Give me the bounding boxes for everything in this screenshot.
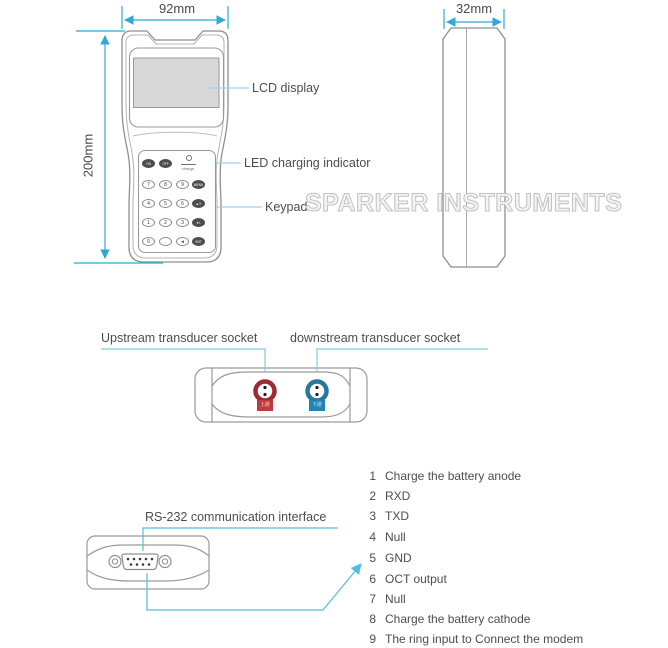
keypad-button-5: 5	[159, 199, 172, 208]
keypad-button-dot: .	[159, 237, 172, 246]
pin-description: Null	[385, 530, 406, 544]
downstream-socket-label: downstream transducer socket	[290, 331, 461, 345]
db9-connector	[109, 554, 171, 570]
charging-led-icon	[186, 155, 192, 161]
pin-number: 1	[369, 469, 376, 483]
rs232-interface-label: RS-232 communication interface	[145, 510, 327, 524]
pin-number: 6	[369, 572, 376, 586]
keypad-button-off: OFF	[159, 159, 172, 168]
pinout-row-6	[362, 572, 447, 586]
keypad-button-9: 9	[176, 180, 189, 189]
downstream-socket-tag: 下游	[309, 400, 325, 411]
led-charging-indicator-label: LED charging indicator	[244, 156, 371, 170]
keypad-button-1: 1	[142, 218, 155, 227]
pinout-row-3	[362, 509, 409, 523]
upstream-socket-label: Upstream transducer socket	[101, 331, 258, 345]
pinout-row-7	[362, 592, 406, 606]
pinout-row-5	[362, 551, 412, 565]
pin-number: 2	[369, 489, 376, 503]
keypad-button-down-minus: ▼/-	[192, 218, 205, 227]
charging-led-underline	[181, 164, 196, 165]
pin-description: OCT output	[385, 572, 447, 586]
bottom-view-outline	[87, 536, 209, 589]
front-height-dimension: 200mm	[80, 133, 96, 178]
upstream-socket-tag: 上游	[257, 400, 273, 411]
rs232-label-leader	[143, 528, 338, 551]
pin-number: 3	[369, 509, 376, 523]
keypad-button-on: ON	[142, 159, 155, 168]
rs232-leaders	[143, 528, 361, 610]
keypad-button-2: 2	[159, 218, 172, 227]
keypad-label: Keypad	[265, 200, 308, 214]
db9-screw-left	[109, 556, 121, 568]
keypad-button-7: 7	[142, 180, 155, 189]
keypad-button-4: 4	[142, 199, 155, 208]
keypad-button-8: 8	[159, 180, 172, 189]
top-view-outline	[195, 368, 367, 422]
pinout-row-2	[362, 489, 410, 503]
pin-description: TXD	[385, 509, 409, 523]
pin-number: 8	[369, 612, 376, 626]
pin-description: Charge the battery cathode	[385, 612, 531, 626]
pinout-row-1	[362, 469, 521, 483]
keypad-button-up-plus: ▲/+	[192, 199, 205, 208]
charging-led-caption: charge	[181, 166, 195, 171]
pin-description: Null	[385, 592, 406, 606]
pin-number: 9	[369, 632, 376, 646]
keypad-button-ent: ENT	[192, 237, 205, 246]
watermark-text: SPARKER INSTRUMENTS	[305, 189, 623, 217]
keypad-button-menu: MENU	[192, 180, 205, 189]
pinout-pointer-arrow	[147, 564, 361, 610]
pin-number: 5	[369, 551, 376, 565]
keypad-button-6: 6	[176, 199, 189, 208]
front-width-dimension: 92mm	[158, 1, 196, 16]
pinout-row-9	[362, 632, 583, 646]
keypad-button-0: 0	[142, 237, 155, 246]
db9-screw-right	[159, 556, 171, 568]
keypad-button-backspace: ◄	[176, 237, 189, 246]
pin-description: RXD	[385, 489, 411, 503]
pin-number: 4	[369, 530, 376, 544]
db9-pins	[127, 558, 154, 566]
pin-description: Charge the battery anode	[385, 469, 522, 483]
pin-description: The ring input to Connect the modem	[385, 632, 584, 646]
downstream-socket	[308, 382, 327, 401]
side-view-outline	[443, 28, 505, 267]
lcd-display-label: LCD display	[252, 81, 320, 95]
pinout-row-4	[362, 530, 406, 544]
side-depth-dimension: 32mm	[455, 1, 493, 16]
pin-description: GND	[385, 551, 412, 565]
upstream-socket	[256, 382, 275, 401]
pinout-row-8	[362, 612, 530, 626]
pin-number: 7	[369, 592, 376, 606]
lcd-screen	[134, 58, 220, 108]
keypad-button-3: 3	[176, 218, 189, 227]
